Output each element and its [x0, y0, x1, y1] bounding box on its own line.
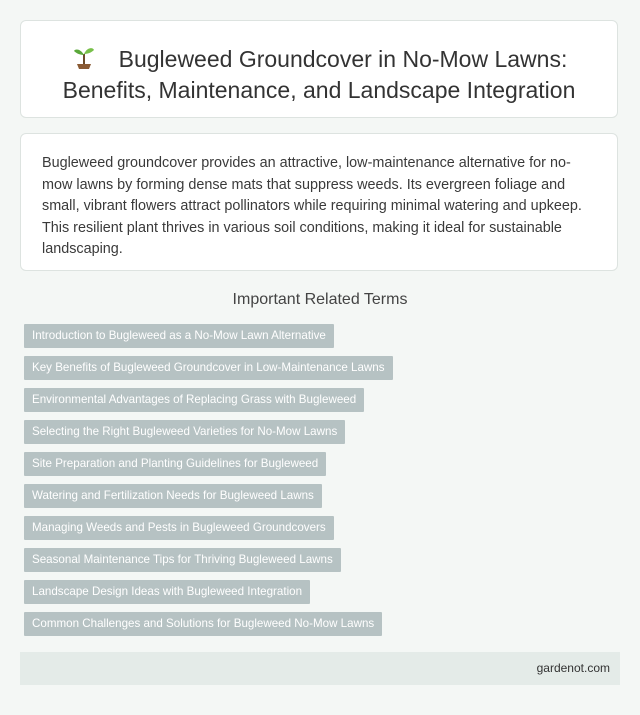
summary-text: Bugleweed groundcover provides an attractive, low-maintenance alternative for no-mow lawns by forming dense mats that suppress weeds. Its evergreen foliage and small, vibrant flowers attract pollinators while requiring minimal watering and upkeep. This resilient plant thrives in various soil conditions, making it ideal for sustainable landscaping. [42, 155, 582, 257]
related-term-link[interactable]: Watering and Fertilization Needs for Bugleweed Lawns [24, 484, 322, 508]
related-term-link[interactable]: Selecting the Right Bugleweed Varieties for No-Mow Lawns [24, 420, 345, 444]
page-title-line-1 [21, 44, 617, 74]
related-term-link[interactable]: Environmental Advantages of Replacing Grass with Bugleweed [24, 388, 364, 412]
related-term-link[interactable]: Site Preparation and Planting Guidelines for Bugleweed [24, 452, 326, 476]
related-term-link[interactable]: Managing Weeds and Pests in Bugleweed Groundcovers [24, 516, 334, 540]
related-term-link[interactable]: Common Challenges and Solutions for Bugleweed No-Mow Lawns [24, 612, 382, 636]
seedling-icon [71, 44, 97, 70]
related-term-link[interactable]: Seasonal Maintenance Tips for Thriving Bugleweed Lawns [24, 548, 341, 572]
title-card [20, 20, 618, 118]
related-terms-heading: Important Related Terms [232, 291, 408, 308]
summary-card [20, 133, 618, 271]
page-title-text-1: Bugleweed Groundcover in No-Mow Lawns: [118, 46, 568, 72]
page-title-line-2: Benefits, Maintenance, and Landscape Integration [62, 77, 576, 103]
footer [20, 652, 620, 685]
related-term-link[interactable]: Landscape Design Ideas with Bugleweed Integration [24, 580, 310, 604]
related-term-link[interactable]: Introduction to Bugleweed as a No-Mow Lawn Alternative [24, 324, 334, 348]
related-term-link[interactable]: Key Benefits of Bugleweed Groundcover in Low-Maintenance Lawns [24, 356, 393, 380]
footer-site-link[interactable]: gardenot.com [536, 661, 610, 675]
related-terms-list [24, 324, 614, 644]
